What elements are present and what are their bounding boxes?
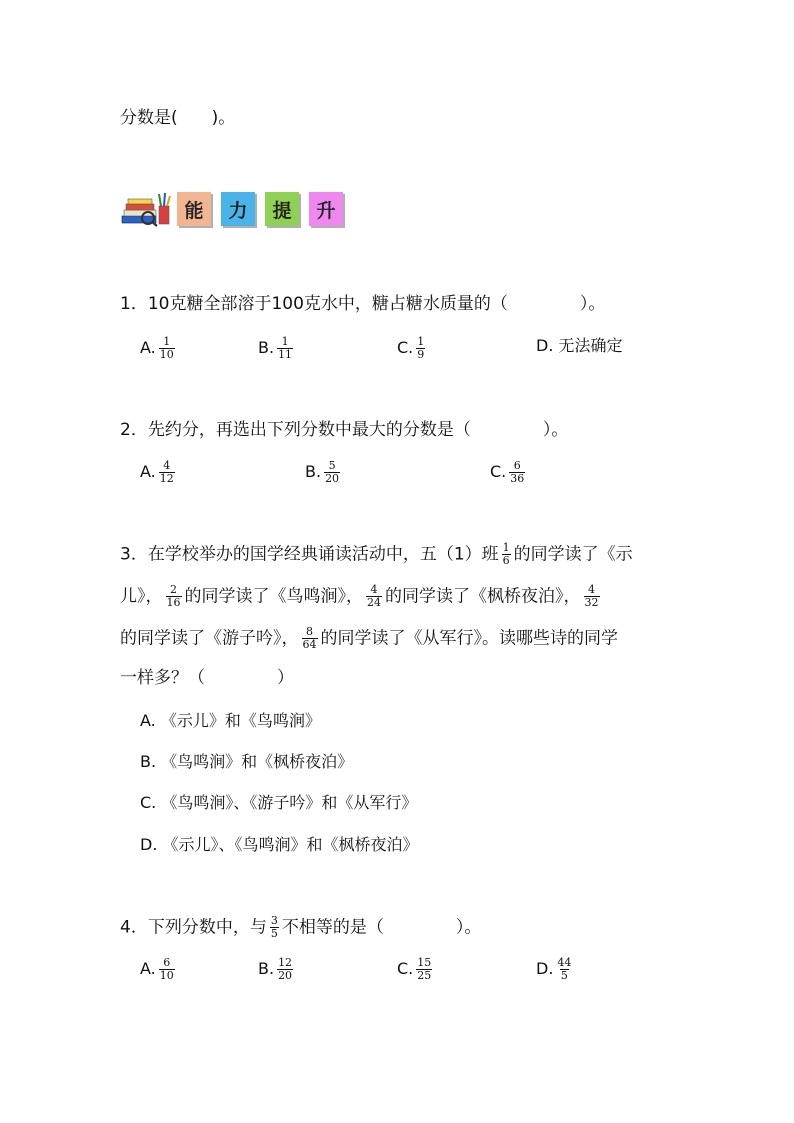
section-char-ti: 提 [265, 192, 299, 226]
fraction: $\frac{4}{32}$ [584, 583, 599, 609]
section-char-neng: 能 [177, 192, 211, 226]
q2-option-c[interactable]: C. $\frac{6}{36}$ [490, 459, 525, 485]
fraction: $\frac{4}{24}$ [367, 583, 381, 609]
question-2 [120, 418, 568, 442]
fraction: $\frac{4}{12}$ [159, 459, 174, 485]
question-3-line-4: 一样多？（ ） [120, 668, 294, 688]
q3-option-c[interactable]: C. 《鸟鸣涧》、《游子吟》和《从军行》 [140, 793, 418, 812]
question-4: 4．下列分数中，与 $\frac{3}{5}$ 不相等的是（ ）。 [120, 914, 482, 940]
q3-option-b[interactable]: B. 《鸟鸣涧》和《枫桥夜泊》 [140, 752, 354, 771]
q4-option-a[interactable]: A. $\frac{6}{10}$ [140, 956, 174, 982]
question-1-text: 1．10克糖全部溶于100克水中，糖占糖水质量的（ [120, 294, 508, 314]
fraction: $\frac{6}{36}$ [510, 459, 525, 485]
question-2-text: 2．先约分，再选出下列分数中最大的分数是（ [120, 420, 471, 440]
q2-option-b[interactable]: B. $\frac{5}{20}$ [305, 459, 340, 485]
fraction: $\frac{1}{6}$ [502, 541, 510, 567]
fraction: $\frac{12}{20}$ [278, 956, 293, 982]
fraction: $\frac{1}{10}$ [159, 335, 174, 361]
books-icon [120, 192, 172, 228]
fraction: $\frac{3}{5}$ [270, 914, 278, 940]
question-3-line-3: 的同学读了《游子吟》， $\frac{8}{64}$ 的同学读了《从军行》。读哪些诗的同学 [120, 625, 618, 651]
intro-text: 分数是( )。 [120, 108, 236, 128]
fraction: $\frac{8}{64}$ [302, 625, 317, 651]
q4-option-b[interactable]: B. $\frac{12}{20}$ [258, 956, 293, 982]
question-1 [120, 292, 605, 316]
q2-option-a[interactable]: A. $\frac{4}{12}$ [140, 459, 174, 485]
fraction: $\frac{15}{25}$ [417, 956, 432, 982]
q1-option-c[interactable]: C. $\frac{1}{9}$ [397, 335, 425, 361]
question-3-line-1: 3．在学校举办的国学经典诵读活动中，五（1）班 $\frac{1}{6}$ 的同学读了《示 [120, 541, 633, 567]
question-1-end: ）。 [579, 294, 606, 314]
q4-option-c[interactable]: C. $\frac{15}{25}$ [397, 956, 432, 982]
fraction: $\frac{5}{20}$ [325, 459, 340, 485]
section-char-sheng: 升 [309, 192, 343, 226]
fraction: $\frac{1}{11}$ [278, 335, 293, 361]
fraction: $\frac{44}{5}$ [557, 956, 572, 982]
question-2-end: ）。 [542, 420, 569, 440]
q1-option-d[interactable]: D. 无法确定 [536, 336, 623, 355]
q3-option-d[interactable]: D. 《示儿》、《鸟鸣涧》和《枫桥夜泊》 [140, 835, 419, 854]
question-3-line-2: 儿》， $\frac{2}{16}$ 的同学读了《鸟鸣涧》， $\frac{4}{24}$ 的同学读了《枫桥夜泊》， $\frac{4}{32}$ [120, 583, 599, 609]
q3-option-a[interactable]: A. 《示儿》和《鸟鸣涧》 [140, 711, 321, 730]
fraction: $\frac{2}{16}$ [166, 583, 181, 609]
q4-option-d[interactable]: D. $\frac{44}{5}$ [536, 956, 572, 982]
fraction: $\frac{6}{10}$ [159, 956, 174, 982]
q1-option-b[interactable]: B. $\frac{1}{11}$ [258, 335, 293, 361]
section-char-li: 力 [221, 192, 255, 226]
q1-option-a[interactable]: A. $\frac{1}{10}$ [140, 335, 174, 361]
fraction: $\frac{1}{9}$ [417, 335, 425, 361]
